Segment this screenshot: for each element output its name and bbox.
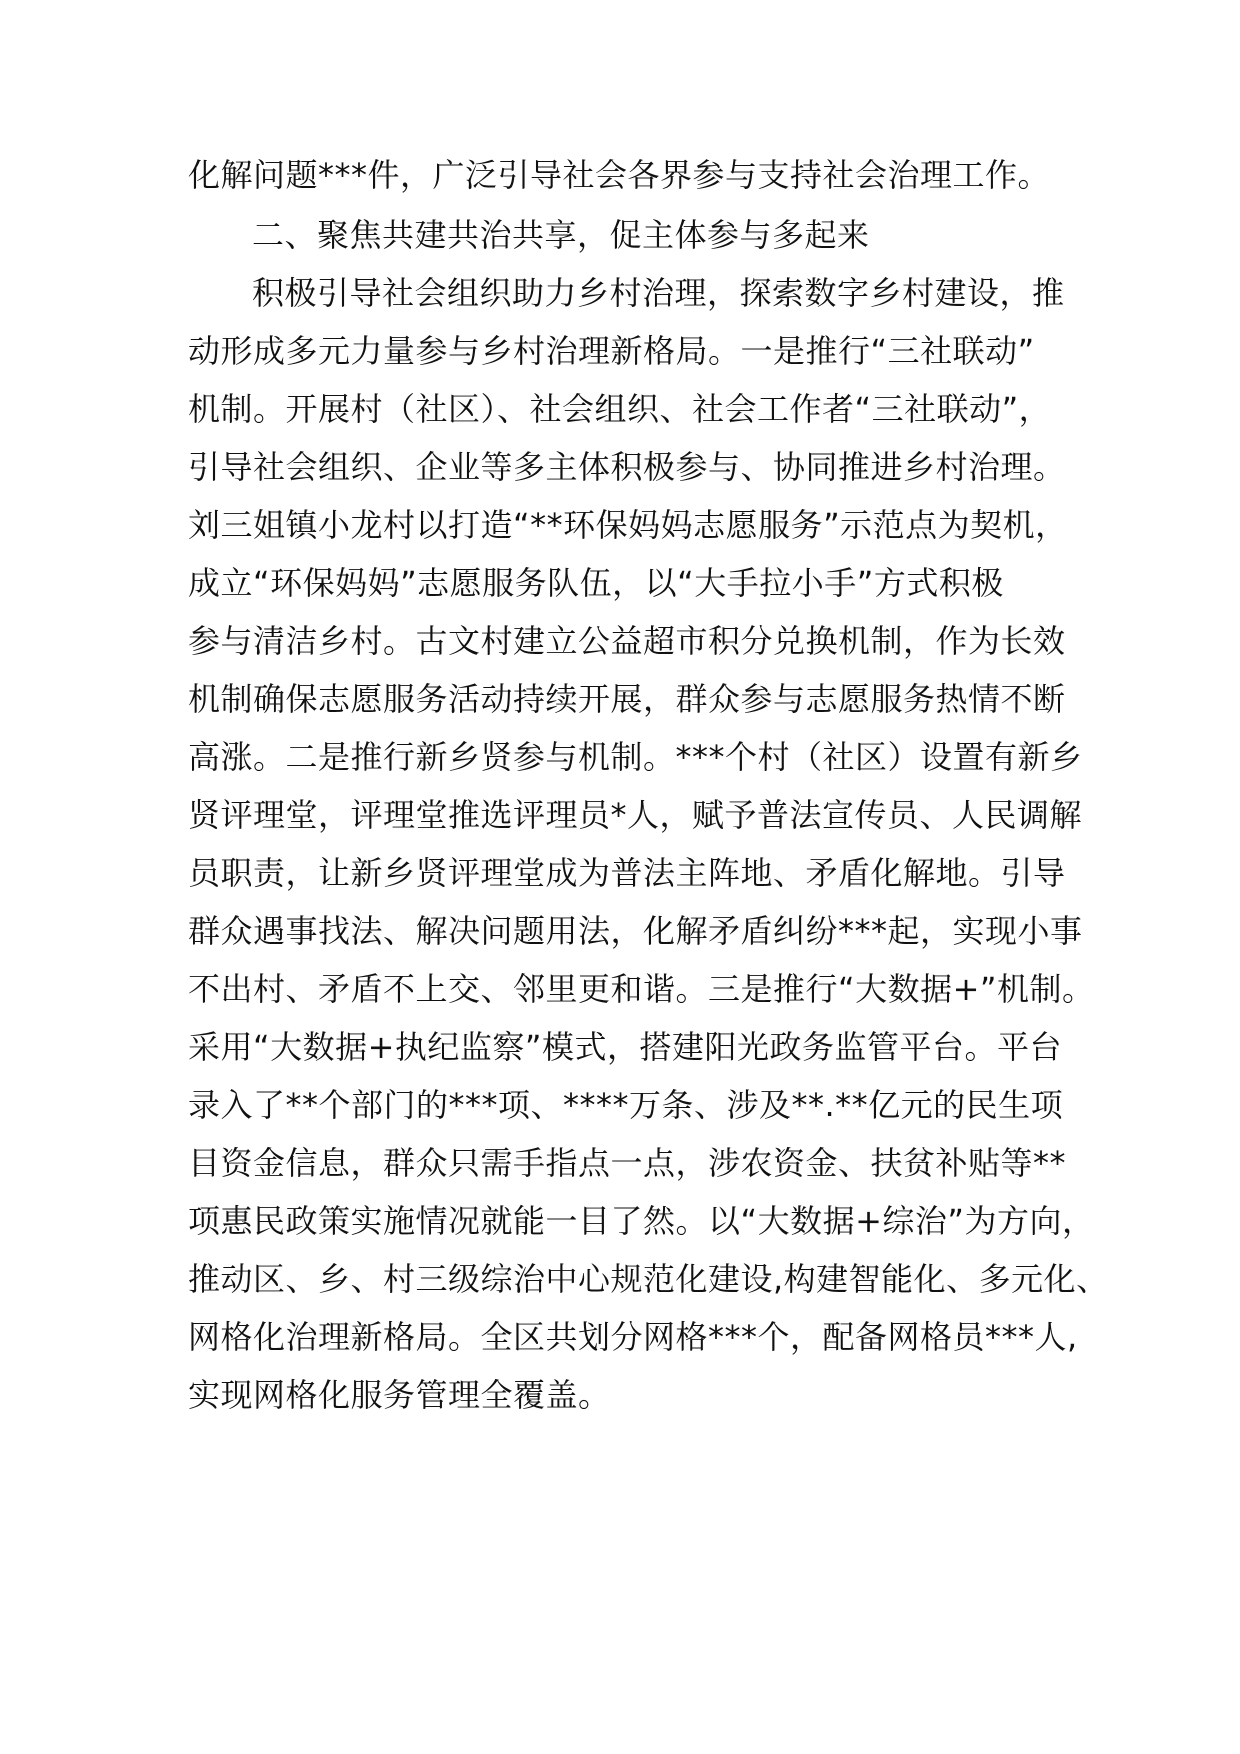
paragraph-line: 员职责，让新乡贤评理堂成为普法主阵地、矛盾化解地。引导 [188,854,1066,892]
paragraph-line: 机制。开展村（社区）、社会组织、社会工作者“三社联动”， [188,390,1052,428]
paragraph-line: 网格化治理新格局。全区共划分网格***个，配备网格员***人, [188,1318,1078,1356]
paragraph-line: 推动区、乡、村三级综治中心规范化建设,构建智能化、多元化、 [188,1260,1109,1298]
paragraph-line: 不出村、矛盾不上交、邻里更和谐。三是推行“大数据+”机制。 [188,970,1095,1008]
paragraph-line: 积极引导社会组织助力乡村治理，探索数字乡村建设，推 [252,274,1065,312]
paragraph-line: 目资金信息，群众只需手指点一点，涉农资金、扶贫补贴等** [188,1144,1067,1182]
paragraph-line: 引导社会组织、企业等多主体积极参与、协同推进乡村治理。 [188,448,1066,486]
paragraph-line: 化解问题***件，广泛引导社会各界参与支持社会治理工作。 [188,156,1051,194]
paragraph-line: 刘三姐镇小龙村以打造“**环保妈妈志愿服务”示范点为契机， [188,506,1068,544]
paragraph-line: 动形成多元力量参与乡村治理新格局。一是推行“三社联动” [188,332,1035,370]
paragraph-line: 高涨。二是推行新乡贤参与机制。***个村（社区）设置有新乡 [188,738,1083,776]
paragraph-line: 成立“环保妈妈”志愿服务队伍，以“大手拉小手”方式积极 [188,564,1004,602]
paragraph-line: 录入了**个部门的***项、****万条、涉及**.**亿元的民生项 [188,1086,1064,1124]
paragraph-line: 群众遇事找法、解决问题用法，化解矛盾纠纷***起，实现小事 [188,912,1083,950]
paragraph-line: 贤评理堂，评理堂推选评理员*人，赋予普法宣传员、人民调解 [188,796,1083,834]
section-heading: 二、聚焦共建共治共享，促主体参与多起来 [252,216,870,254]
paragraph-line: 项惠民政策实施情况就能一目了然。以“大数据+综治”为方向， [188,1202,1095,1240]
paragraph-line: 实现网格化服务管理全覆盖。 [188,1376,611,1414]
paragraph-line: 采用“大数据+执纪监察”模式，搭建阳光政务监管平台。平台 [188,1028,1062,1066]
paragraph-line: 参与清洁乡村。古文村建立公益超市积分兑换机制，作为长效 [188,622,1066,660]
paragraph-line: 机制确保志愿服务活动持续开展，群众参与志愿服务热情不断 [188,680,1066,718]
